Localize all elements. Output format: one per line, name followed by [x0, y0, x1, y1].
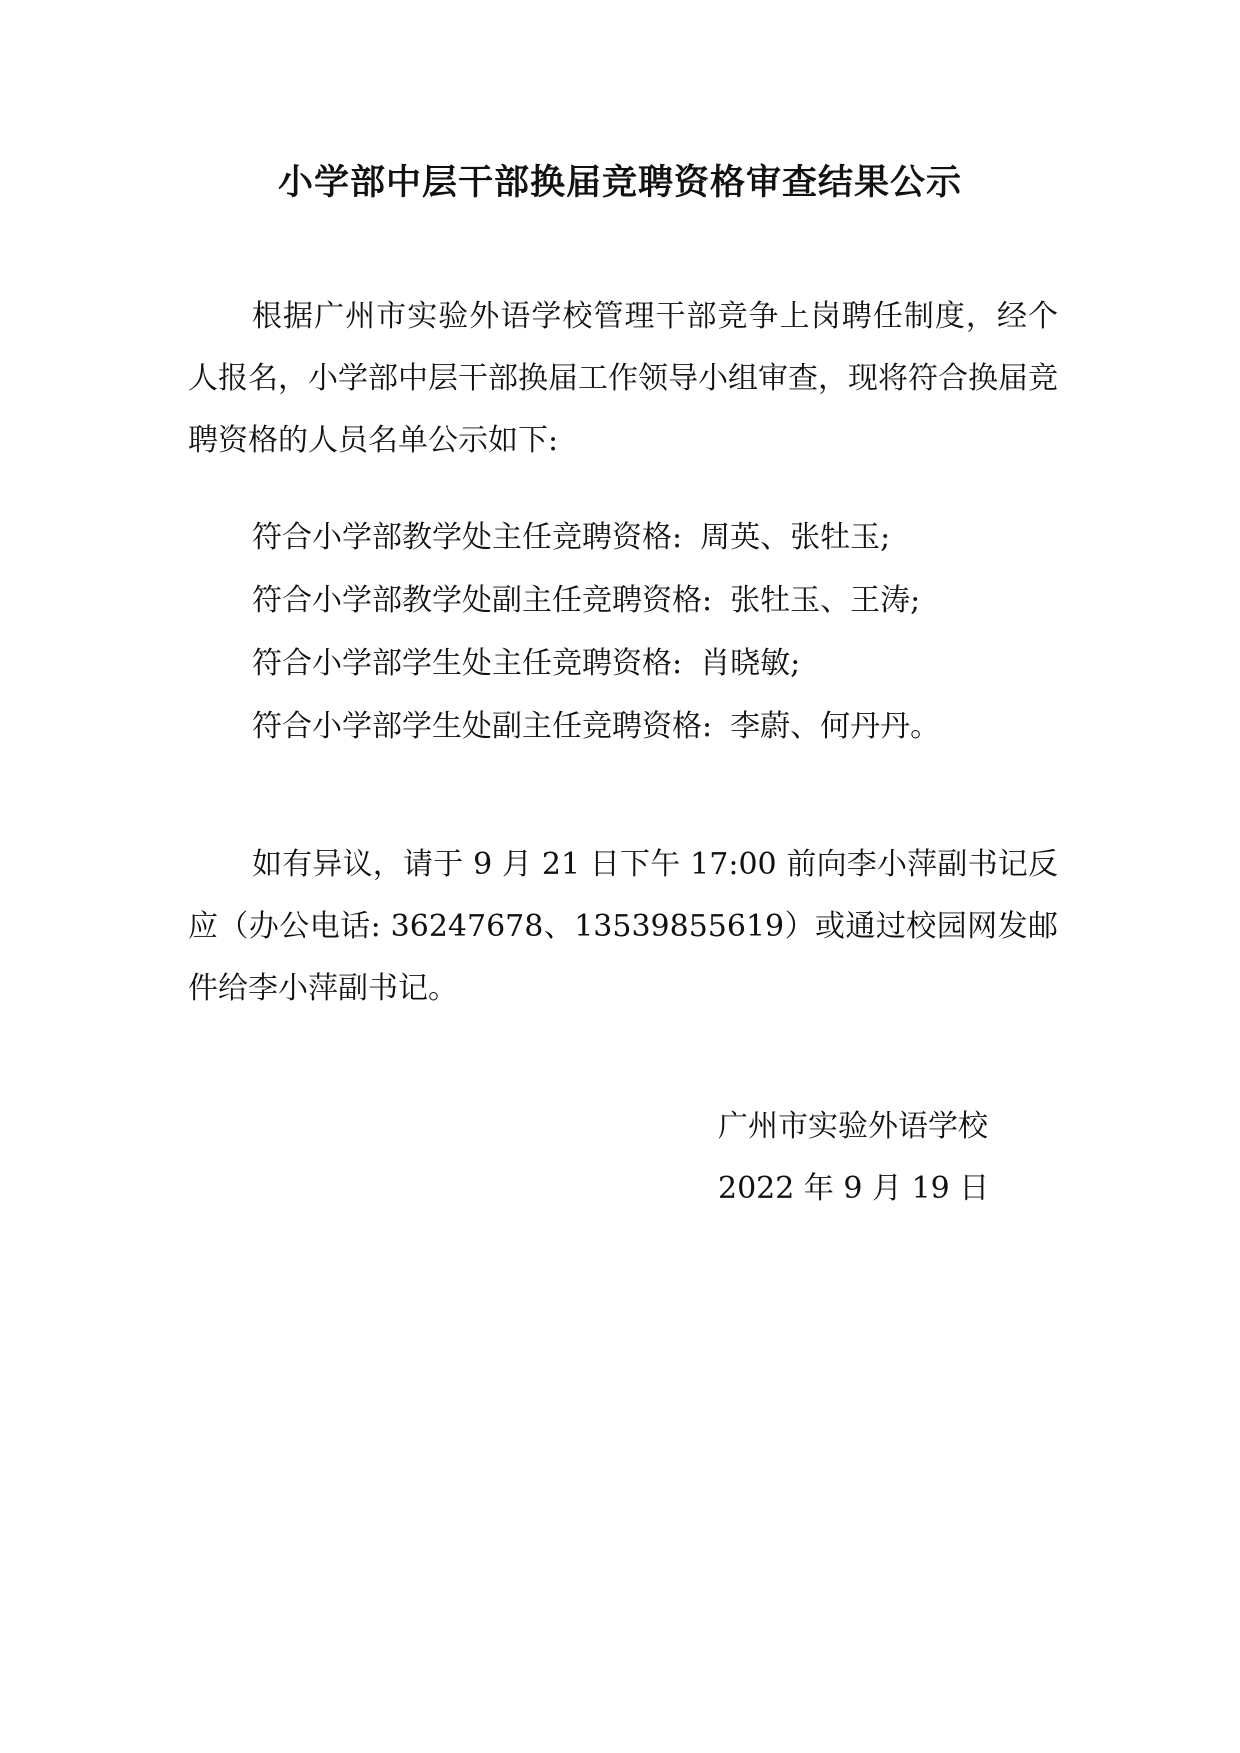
qualification-item	[252, 702, 1072, 765]
qualification-list	[252, 513, 1072, 765]
qualification-item	[252, 576, 1072, 639]
qualified-names: 李蔚、何丹丹。	[730, 709, 941, 744]
signature-organization: 广州市实验外语学校	[718, 1109, 988, 1144]
qualification-label: 符合小学部教学处主任竞聘资格:	[252, 520, 683, 555]
qualification-label: 符合小学部学生处主任竞聘资格:	[252, 646, 683, 681]
qualified-names: 肖晓敏;	[700, 646, 801, 681]
signature-block	[718, 1096, 989, 1220]
intro-paragraph: 根据广州市实验外语学校管理干部竞争上岗聘任制度，经个人报名，小学部中层干部换届工作领导小组审查，现将符合换届竞聘资格的人员名单公示如下:	[188, 299, 1058, 458]
qualification-item	[252, 513, 1072, 576]
signature-date: 2022 年 9 月 19 日	[718, 1171, 990, 1206]
document-title: 小学部中层干部换届竞聘资格审查结果公示	[277, 163, 962, 203]
qualification-label: 符合小学部学生处副主任竞聘资格:	[252, 709, 713, 744]
qualification-label: 符合小学部教学处副主任竞聘资格:	[252, 583, 713, 618]
qualified-names: 周英、张牡玉;	[700, 520, 891, 555]
qualification-item	[252, 639, 1072, 702]
qualified-names: 张牡玉、王涛;	[730, 583, 921, 618]
objection-notice-paragraph: 如有异议，请于 9 月 21 日下午 17:00 前向李小萍副书记反应（办公电话: 36247678、13539855619）或通过校园网发邮件给李小萍副书记。	[188, 847, 1058, 1006]
